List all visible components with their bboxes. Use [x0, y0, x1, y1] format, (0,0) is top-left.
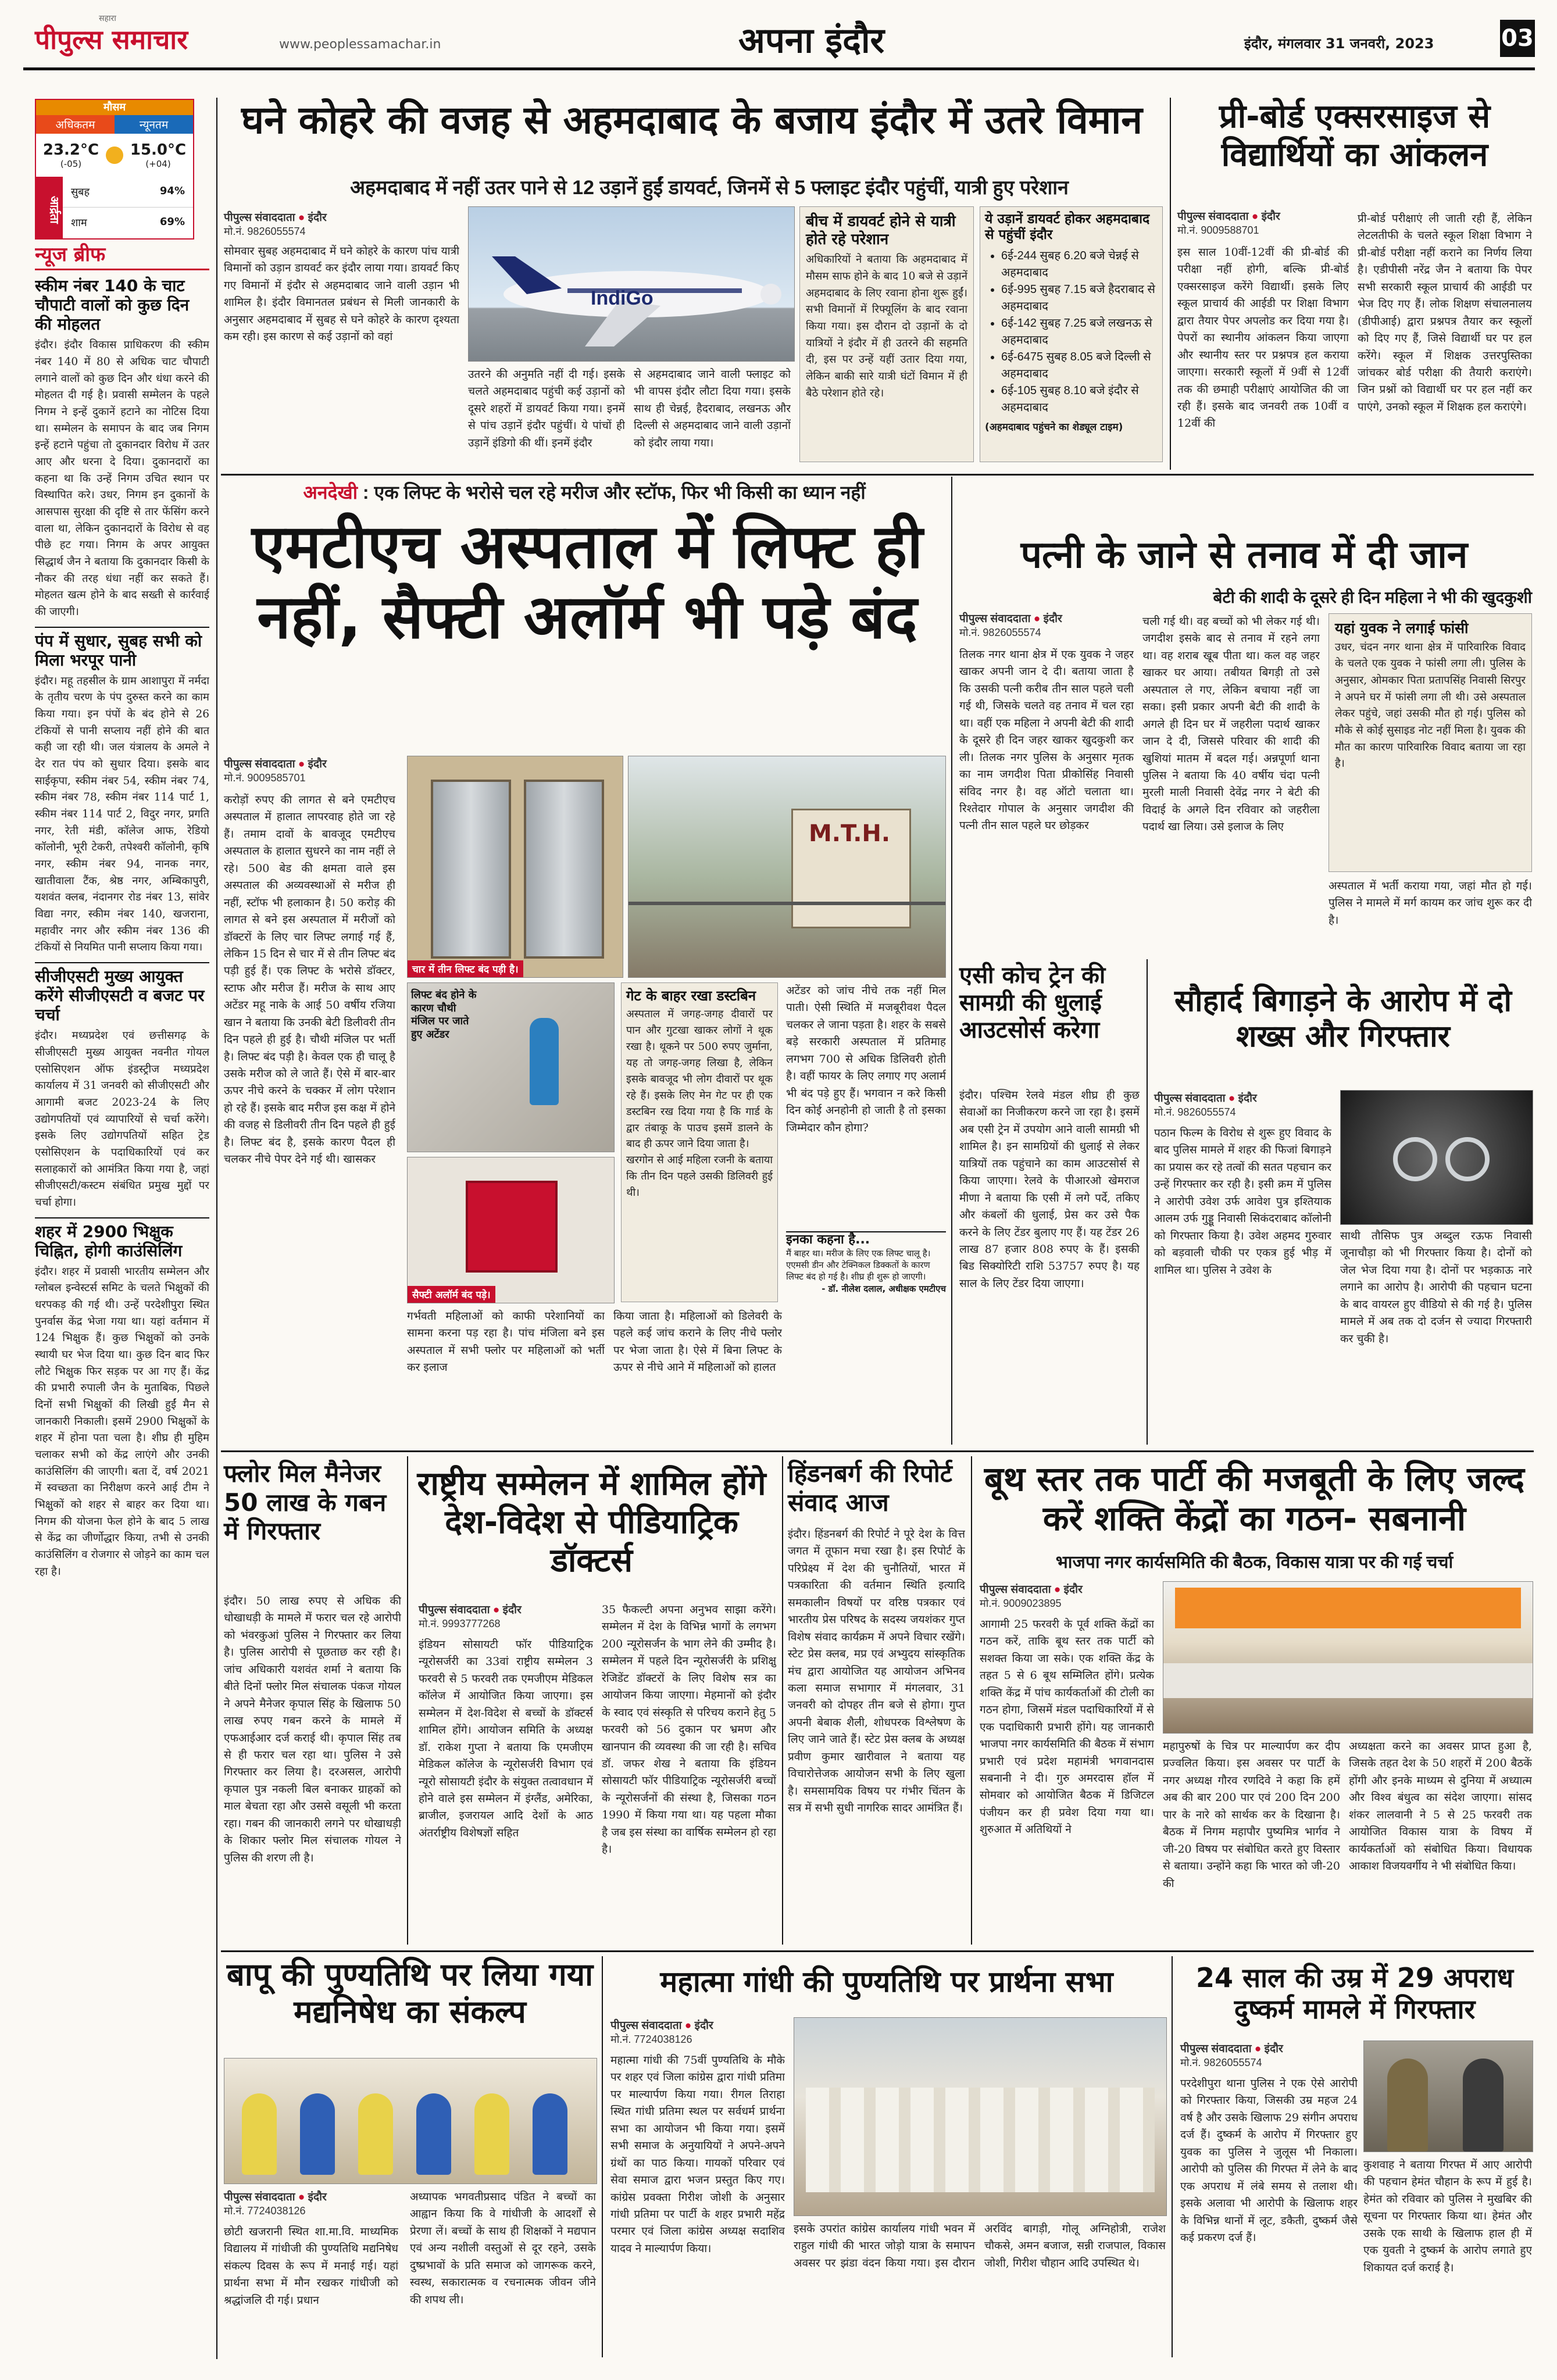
- weather-max-dev: (-05): [60, 159, 82, 169]
- logo-tagline: सहारा: [99, 14, 116, 23]
- quote-attribution: - डॉ. नीलेश दलाल, अधीक्षक एमटीएच: [822, 1283, 946, 1294]
- column-divider: [951, 477, 952, 1445]
- gandhi-text-2: इसके उपरांत कांग्रेस कार्यालय गांधी भवन में राहुल गांधी की भारत जोड़ो यात्रा के समापन अवसर पर झंडा वंदन किया गया। इस दौरान अरविंद बागड़ी, गोलू अग्निहोत्री, राजेश चौकसे, अमन बजाज, सन्नी राजपाल, विकास जोशी, गिरीश चौहान आदि उपस्थित थे।: [794, 2222, 1166, 2270]
- booth-text-3: अध्यक्षता करने का अवसर प्राप्त हुआ है, जिसके तहत देश के 50 शहरों में 200 बैठकें होंगी और इनके माध्यम से दुनिया में अध्यात्म और विश्व बंधुत्व का संदेश जाएगा। सांसद शंकर लालवानी ने 5 से 25 फरवरी तक आयोजित विकास यात्रा के विषय में कार्यकर्ताओं को संबोधित किया। विधायक आकाश विजयवर्गीय ने भी संबोधित किया।: [1349, 1740, 1532, 1873]
- preboard-text-2: प्री-बोर्ड परीक्षाएं ली जाती रही हैं, लेकिन लेटलतीफी के चलते स्कूल शिक्षा विभाग ने प्री-बोर्ड परीक्षा नहीं कराने का निर्णय लिया है। एडीपीसी नरेंद्र जैन ने बताया कि पेपर सभी सरकारी स्कूल प्राचार्य की आईडी पर भेज दिए गए हैं। लोक शिक्षण संचालनालय (डीपीआई) द्वारा प्रश्नपत्र तैयार कर स्कूलों को दिए गए हैं, जिसे विद्यार्थी घर पर हल करेंगे। स्कूल में शिक्षक उत्तरपुस्तिका जांचकर बोर्ड परीक्षा की तैयारी कराएंगे। जिन प्रश्नों को विद्यार्थी घर पर हल नहीं कर पाएंगे, उनको स्कूल में शिक्षक हल कराएंगे।: [1358, 212, 1532, 413]
- bapu-headline: बापू की पुण्यतिथि पर लिया गया मद्यनिषेध का संकल्प: [226, 1956, 594, 2030]
- hanging-headline: यहां युवक ने लगाई फांसी: [1335, 620, 1469, 637]
- booth-text-1: आगामी 25 फरवरी के पूर्व शक्ति केंद्रों का गठन करें, ताकि बूथ स्तर तक पार्टी को सशक्त किया जा सके। एक शक्ति केंद्र के तहत 5 से 6 बूथ सम्मिलित होंगे। प्रत्येक शक्ति केंद्र में पांच कार्यकर्ताओं की टोली का गठन होगा, जिसमें मंडल पदाधिकारियों में से एक पदाधिकारी प्रभारी होंगे। यह जानकारी भाजपा नगर कार्यसमिति की बैठक में संभाग प्रभारी एवं प्रदेश महामंत्री भगवानदास सबनानी ने दी। गुरु अमरदास हॉल में सोमवार को आयोजित बैठक में डिजिटल पंजीयन कर ही प्रवेश दिया गया था। शुरुआत में अतिथियों ने: [980, 1618, 1154, 1836]
- flight-item: • 6ई-6475 सुबह 8.05 बजे दिल्ली से अहमदाबाद: [1001, 349, 1158, 383]
- humidity-label: आर्द्रता: [36, 177, 63, 240]
- gandhi-byline: पीपुल्स संवाददाता: [610, 2020, 682, 2032]
- hind-text: इंदौर। हिंडनबर्ग की रिपोर्ट ने पूरे देश के वित्त जगत में तूफान मचा रखा है। इस रिपोर्ट के परिप्रेक्ष्य में देश की चुनौतियों, भारत में पत्रकारिता की वर्तमान स्थिति इत्यादि समकालीन विषयों पर वरिष्ठ पत्रकार एवं भारतीय प्रेस परिषद के सदस्य जयशंकर गुप्त विशेष संवाद कार्यक्रम में अपने विचार रखेंगे। स्टेट प्रेस क्लब, मप्र एवं अभ्युदय सांस्कृतिक मंच द्वारा आयोजित यह आयोजन अभिनव कला समाज सभागार में मंगलवार, 31 जनवरी को दोपहर तीन बजे से होगा। गुप्त अपनी बेबाक शैली, शोधपरक विश्लेषण के लिए जाने जाते हैं। स्टेट प्रेस क्लब के अध्यक्ष प्रवीण कुमार खारीवाल ने बताया यह विचारोत्तेजक आयोजन सभी के लिए खुला है। समसामयिक विषय पर गंभीर चिंतन के सत्र में सभी सुधी नागरिक सादर आमंत्रित हैं।: [788, 1528, 965, 1814]
- news-brief-column: [35, 243, 209, 2359]
- logo: [35, 21, 188, 57]
- mth-text-2: गर्भवती महिलाओं को काफी परेशानियों का सामना करना पड़ रहा है। पांच मंजिला बने इस अस्पताल में सभी फ्लोर पर महिलाओं को भर्ती कर इलाज: [407, 1310, 605, 1374]
- wife-mob: मो.नं. 9826055574: [959, 627, 1041, 638]
- pedia-text-1: इंडियन सोसायटी फॉर पीडियाट्रिक न्यूरोसर्जरी का 33वां राष्ट्रीय सम्मेलन 3 फरवरी से 5 फरवरी तक एमजीएम मेडिकल कॉलेज में आयोजित किया जाएगा। इस सम्मेलन में देश-विदेश से बच्चों के डॉक्टर्स शामिल होंगे। आयोजन समिति के अध्यक्ष डॉ. राकेश गुप्ता ने बताया कि एमजीएम मेडिकल कॉलेज के न्यूरोसर्जरी विभाग एवं न्यूरो सोसायटी इंदौर के संयुक्त तत्वावधान में होने वाले इस सम्मेलन में इंग्लैंड, अमेरिका, ब्राजील, इजरायल आदि देशों के आठ अंतर्राष्ट्रीय विशेषज्ञों सहित: [419, 1638, 593, 1839]
- column-divider: [407, 1456, 408, 1945]
- fog-text-3: से अहमदाबाद जाने वाली फ्लाइट को भी वापस इंदौर लौटा दिया गया। इसके साथ ही चेन्नई, हैदराबाद, लखनऊ और दिल्ली से अहमदाबाद जाने वाली उड़ानों को इंदौर लाया गया।: [634, 368, 791, 449]
- ac-headline: एसी कोच ट्रेन की सामग्री की धुलाई आउटसोर्स करेगा: [959, 962, 1106, 1044]
- wife-text-3: अस्पताल में भर्ती कराया गया, जहां मौत हो गई। पुलिस ने मामले में मर्ग कायम कर जांच शुरू कर दी है।: [1329, 880, 1532, 927]
- pedia-mob: मो.नं. 9993777268: [419, 1618, 501, 1629]
- issue-date: इंदौर, मंगलवार 31 जनवरी, 2023: [1244, 35, 1434, 52]
- booth-byline: पीपुल्स संवाददाता: [980, 1584, 1051, 1596]
- flight-item: • 6ई-244 सुबह 6.20 बजे चेन्नई से अहमदाबाद: [1001, 248, 1158, 281]
- mth-byline-block: पीपुल्स संवाददाता ● इंदौर मो.नं. 9009585701: [224, 756, 398, 785]
- brief-1-headline: स्कीम नंबर 140 के चाट चौपाटी वालों को कुछ दिन की मोहलत: [35, 276, 190, 334]
- wife-byline: पीपुल्स संवाददाता: [959, 613, 1031, 625]
- fog-box-text: अधिकारियों ने बताया कि अहमदाबाद में मौसम साफ होने के बाद 10 बजे से उड़ानें अहमदाबाद के लिए रवाना होना शुरू हुईं। सभी विमानों में रिफ्यूलिंग के बाद रवाना किया गया। इस दौरान दो उड़ानों के दो यात्रियों ने इंदौर में ही उतरने की सहमति दी, इस पर उन्हें यहीं उतार दिया गया, लेकिन बाकी सारे यात्री घंटों विमान में ही बैठे परेशान होते रहे।: [806, 253, 967, 399]
- weather-title: मौसम: [36, 100, 193, 115]
- rape-text-2: कुशवाह ने बताया गिरफ्त में आए आरोपी की पहचान हेमंत चौहान के रूप में हुई है। हेमंत को रविवार को पुलिस ने मुखबिर की सूचना पर गिरफ्तार किया था। हेमंत और उसके एक साथी के खिलाफ हाल ही में एक युवती ने दुष्कर्म के आरोप लगाते हुए शिकायत दर्ज कराई है।: [1363, 2159, 1532, 2274]
- brief-1-text: इंदौर। इंदौर विकास प्राधिकरण की स्कीम नंबर 140 में 80 से अधिक चाट चौपाटी लगाने वालों को कुछ दिन और धंधा करने की मोहलत दी गई है। प्रवासी सम्मेलन के पहले निगम ने इन्हें दुकानें हटाने का नोटिस दिया था। सम्मेलन के समापन के बाद जब निगम इन्हें हटाने पहुंचा तो दुकानदार विरोध में उतर आए और धरना दे दिया। दुकानदारों का कहना था कि उन्हें निगम उचित स्थान पर विस्थापित करे। उधर, निगम इन दुकानों के आसपास सुरक्षा की दृष्टि से तार फेंसिंग करने वाला था, लेकिन दुकानदारों के विरोध से वह पीछे हट गया। निगम के अपर आयुक्त सिद्धार्थ जैन ने बताया कि दुकानदार किसी के नौकर की तरह धंधा नहीं कर सकते हैं। मोहलत खत्म होने के बाद सख्ती से कार्रवाई की जाएगी।: [35, 339, 209, 618]
- rape-byline: पीपुल्स संवाददाता: [1180, 2043, 1252, 2055]
- hanging-text: उधर, चंदन नगर थाना क्षेत्र में पारिवारिक विवाद के चलते एक युवक ने फांसी लगा ली। पुलिस के अनुसार, ओमकार पिता प्रतापसिंह निवासी सिरपुर ने अपने घर में फांसी लगा ली थी। उसे अस्पताल लेकर पहुंचे, जहां उसकी मौत हो गई। पुलिस को मौके से कोई सुसाइड नोट नहीं मिला है। युवक की मौत का कारण पारिवारिक विवाद बताया जा रहा है।: [1335, 641, 1526, 770]
- mth-kicker-line: अनदेखी : एक लिफ्ट के भरोसे चल रहे मरीज और स्टॉफ, फिर भी किसी का ध्यान नहीं: [303, 482, 866, 503]
- weather-min: 15.0°C: [130, 141, 187, 159]
- flight-item: • 6ई-142 सुबह 7.25 बजे लखनऊ से अहमदाबाद: [1001, 315, 1158, 349]
- fog-text-2: उतरने की अनुमति नहीं दी गई। इसके चलते अहमदाबाद पहुंची कई उड़ानों को दूसरे शहरों में डायवर्ट किया गया। इनमें से पांच उड़ानें इंदौर पहुंचीं। ये पांचों ही उड़ानें इंडिगो की थीं। इनमें इंदौर: [468, 368, 625, 449]
- accused-photo: [1363, 2040, 1533, 2152]
- ac-text: इंदौर। पश्चिम रेलवे मंडल शीघ्र ही कुछ सेवाओं का निजीकरण करने जा रहा है। इसमें अब एसी ट्रेन में उपयोग आने वाली सामग्री भी शामिल है। इन सामग्रियों की धुलाई से लेकर यात्रियों तक पहुंचाने का काम आउटसोर्स से किया जाएगा। रेलवे के पीआरओ खेमराज मीणा ने बताया कि एसी में लगे पर्दे, तकिए और कंबलों की धुलाई, प्रेस कर उसे पैक करने के लिए टेंडर बुलाए गए हैं। यह टेंडर 26 लाख 87 हजार 808 रुपए के हैं। इसकी बिड सिक्योरिटी राशि 53757 रुपए है। यह साल के लिए टेंडर दिया जाएगा।: [959, 1089, 1140, 1290]
- gandhi-byline-block: पीपुल्स संवाददाता ● इंदौर मो.नं. 7724038126: [610, 2017, 785, 2046]
- logo-text: पीपुल्स समाचार: [35, 24, 188, 55]
- humidity-morning: 94%: [159, 185, 185, 197]
- mth-headline: एमटीएच अस्पताल में लिफ्ट ही नहीं, सैफ्टी अलॉर्म भी पड़े बंद: [251, 511, 923, 652]
- humidity-morning-label: सुबह: [71, 186, 90, 198]
- flight-item: • 6ई-105 सुबह 8.10 बजे इंदौर से अहमदाबाद: [1001, 383, 1158, 416]
- hospital-gate-photo: [628, 756, 946, 978]
- booth-mob: मो.नं. 9009023895: [980, 1598, 1062, 1609]
- wife-text-1: तिलक नगर थाना क्षेत्र में एक युवक ने जहर खाकर अपनी जान दे दी। बताया जाता है कि उसकी पत्नी करीब तीन साल पहले चली गई थी, जिसके चलते वह तनाव में चल रहा था। वहीं एक महिला ने अपनी बेटी की शादी के दूसरे ही दिन जहर खाकर खुदकुशी कर ली। तिलक नगर पुलिस के अनुसार मृतक का नाम जगदीश पिता प्रीकोसिंह निवासी संविद नगर है। वह ऑटो चलाता था। रिश्तेदार गोपाल के अनुसार जगदीश की पत्नी तीन साल पहले घर छोड़कर: [959, 648, 1134, 832]
- preboard-text-1: इस साल 10वीं-12वीं की प्री-बोर्ड की परीक्षा नहीं होगी, बल्कि प्री-बोर्ड एक्सरसाइज करेंगे विद्यार्थी। इसके लिए स्कूल प्राचार्य की आईडी पर शिक्षा विभाग द्वारा तैयार पेपर अपलोड कर दिया गया है। पेपरों का स्थानीय आंकलन किया जाएगा और स्थानीय स्तर पर प्रश्नपत्र हल कराया जाएगा। सरकारी स्कूलों में 9वीं से 12वीं तक की छमाही परीक्षाएं आयोजित की जा रही हैं। इसके बाद जनवरी तक 10वीं व 12वीं की: [1177, 246, 1349, 430]
- bapu-byline: पीपुल्स संवाददाता: [224, 2191, 295, 2203]
- sauhard-headline: सौहार्द बिगाड़ने के आरोप में दो शख्स और गिरफ्तार: [1174, 984, 1512, 1055]
- aircraft-illustration: [469, 207, 794, 361]
- wife-city: इंदौर: [1043, 613, 1062, 625]
- stairs-photo: [407, 982, 615, 1152]
- rape-headline: 24 साल की उम्र में 29 अपराध दुष्कर्म मामले में गिरफ्तार: [1195, 1962, 1514, 2025]
- booth-byline-block: पीपुल्स संवाददाता ● इंदौर मो.नं. 9009023895: [980, 1581, 1154, 1610]
- stairs-caption: लिफ्ट बंद होने के कारण चौथी मंजिल पर जाते हुए अटेंडर: [411, 989, 477, 1041]
- sauhard-byline: पीपुल्स संवाददाता: [1154, 1092, 1226, 1105]
- fog-text-1: सोमवार सुबह अहमदाबाद में घने कोहरे के कारण पांच यात्री विमानों को उड़ान डायवर्ट कर इंदौर लाया गया। डायवर्ट किए गए विमानों में इंदौर से अहमदाबाद जाने वाली उड़ान भी शामिल है। इंदौर विमानतल प्रबंधन से मिली जानकारी के अनुसार अहमदाबाद में सुबह से घने कोहरे के कारण दृश्यता कम रही। इस कारण से कई उड़ानों को वहां: [224, 245, 459, 344]
- prayer-meeting-photo: [794, 2017, 1167, 2216]
- gandhi-text-1: महात्मा गांधी की 75वीं पुण्यतिथि के मौके पर शहर एवं जिला कांग्रेस द्वारा गांधी प्रतिमा पर माल्यार्पण किया गया। रीगल तिराहा स्थित गांधी प्रतिमा स्थल पर सर्वधर्म प्रार्थना सभा का आयोजन भी किया गया। इसमें सभी समाज के अनुयायियों ने अपने-अपने ग्रंथों का पाठ किया। गायकों परिवार एवं सेवा समाज द्वारा भजन प्रस्तुत किए गए। कांग्रेस प्रवक्ता गिरीश जोशी के अनुसार गांधी प्रतिमा पर पार्टी के शहर प्रभारी महेंद्र परमार एवं जिला कांग्रेस अध्यक्ष सदाशिव यादव ने माल्यार्पण किया।: [610, 2054, 785, 2255]
- gandhi-mob: मो.नं. 7724038126: [610, 2034, 692, 2045]
- brief-4-text: इंदौर। शहर में प्रवासी भारतीय सम्मेलन और ग्लोबल इन्वेस्टर्स समिट के चलते भिक्षुकों की धरपकड़ की गई थी। उन्हें परदेशीपुरा स्थित पुनर्वास केंद्र भेजा गया था। यहां वर्तमान में 124 भिक्षुक हैं। कुछ भिक्षुकों को उनके स्थायी घर भेज दिया था। कुछ दिन बाद फिर लौटे भिक्षुक फिर सड़क पर आ गए हैं। केंद्र की प्रभारी रुपाली जैन के मुताबिक, पिछले दिनों सभी भिक्षुकों की लिखी हुईं मैन से जानकारी निकाली। इसमें 2900 भिक्षुकों के शहर में होना पता चला है। शीघ्र ही मुहिम चलाकर सभी को केंद्र लाएंगे और उनकी काउंसिलिंग की जाएगी। बता दें, वर्ष 2021 में स्वच्छता का निरीक्षण करने आई टीम ने भिक्षुकों को शहर से बाहर कर दिया था। निगम की योजना फेल होने के बाद 5 लाख से केंद्र का जीर्णोद्धार किया, तभी से उनकी काउंसिलिंग व रोजगार से जोड़ने का काम चल रहा है।: [35, 1265, 209, 1578]
- column-divider: [216, 98, 217, 2359]
- preboard-mob: मो.नं. 9009588701: [1177, 224, 1259, 236]
- sauhard-byline-block: पीपुल्स संवाददाता ● इंदौर मो.नं. 9826055574: [1154, 1090, 1329, 1119]
- rape-byline-block: पीपुल्स संवाददाता ● इंदौर मो.नं. 9826055574: [1180, 2040, 1355, 2070]
- sun-icon: [106, 146, 123, 164]
- mth-city: इंदौर: [308, 758, 327, 770]
- column-divider: [1147, 959, 1148, 1445]
- flight-list-note: (अहमदाबाद पहुंचने का शेड्यूल टाइम): [985, 421, 1123, 434]
- section-rule: [221, 1950, 1534, 1952]
- svg-text:IndiGo: IndiGo: [591, 287, 653, 309]
- weather-min-dev: (+04): [145, 159, 171, 169]
- fog-mob: मो.नं. 9826055574: [224, 226, 306, 237]
- flight-item: • 6ई-995 सुबह 7.15 बजे हैदराबाद से अहमदाबाद: [1001, 281, 1158, 315]
- alarm-photo: [407, 1157, 615, 1303]
- fog-byline: पीपुल्स संवाददाता: [224, 212, 295, 224]
- brief-3-headline: सीजीएसटी मुख्य आयुक्त करेंगे सीजीएसटी व बजट पर चर्चा: [35, 962, 209, 1024]
- gandhi-headline: महात्मा गांधी की पुण्यतिथि पर प्रार्थना सभा: [660, 1965, 1113, 1999]
- page-number: 03: [1500, 20, 1535, 57]
- section-rule: [221, 474, 1534, 476]
- gate-dustbin-text-2: खरगोन से आई महिला रजनी के बताया कि तीन दिन पहले उसकी डिलिवरी हुई थी।: [626, 1154, 773, 1199]
- gate-dustbin-headline: गेट के बाहर रखा डस्टबिन: [626, 988, 756, 1004]
- section-title: अपना इंदौर: [738, 20, 885, 61]
- rape-text-1: परदेशीपुरा थाना पुलिस ने एक ऐसे आरोपी को गिरफ्तार किया, जिसकी उम्र महज 24 वर्ष है और उसके खिलाफ 29 संगीन अपराध दर्ज हैं। दुष्कर्म के आरोप में गिरफ्तार हुए युवक का पुलिस ने जुलूस भी निकाला। आरोपी को पुलिस की गिरफ्त में लेने के बाद एक अपराध में लंबे समय से तलाश थी। इसके अलावा भी आरोपी के खिलाफ शहर के विभिन्न थानों में लूट, डकैती, दुष्कर्म जैसे कई प्रकरण दर्ज हैं।: [1180, 2077, 1358, 2244]
- fog-diverted-box: [799, 206, 974, 462]
- mth-kicker: अनदेखी: [303, 482, 358, 503]
- pedia-byline-block: पीपुल्स संवाददाता ● इंदौर मो.नं. 9993777268: [419, 1602, 593, 1631]
- gate-dustbin-text: अस्पताल में जगह-जगह दीवारों पर पान और गुटखा खाकर लोगों ने थूक रखा है। थूकने पर 500 रुपए जुर्माना, यह तो जगह-जगह लिखा है, लेकिन इसके बावजूद भी लोग दीवारों पर थूक रहे हैं। इसके लिए मेन गेट पर ही एक डस्टबिन रख दिया गया है कि गार्ड के द्वार तंबाकू के पाउच इसमें डालने के बाद ही ऊपर जाने दिया जाता है।: [626, 1008, 773, 1150]
- fog-byline-block: पीपुल्स संवाददाता ● इंदौर मो.नं. 9826055574: [224, 209, 468, 238]
- column-divider: [1172, 1956, 1173, 2357]
- column-divider: [782, 1456, 783, 1945]
- bjp-meeting-photo: [1163, 1581, 1533, 1734]
- flight-list-headline: ये उड़ानें डायवर्ट होकर अहमदाबाद से पहुंचीं इंदौर: [985, 212, 1150, 243]
- wife-text-2: चली गई थी। वह बच्चों को भी लेकर गई थी। जगदीश इसके बाद से तनाव में रहने लगा था। वह शराब खूब पीता था। कल वह जहर खाकर घर आया। तबीयत बिगड़ी तो उसे अस्पताल ले गए, लेकिन बचाया नहीं जा सका। इसी प्रकार अपनी बेटी की शादी के अगले ही दिन घर में जहरीला पदार्थ खाकर जान दे दी, जिससे परिवार की शादी की खुशियां मातम में बदल गई। अन्नपूर्णा थाना पुलिस ने बताया कि 40 वर्षीय चंदा पत्नी मुरली माली निवासी देवेंद्र नगर ने बेटी की विदाई के अगले दिन रविवार को जहरीला पदार्थ खा लिया। उसे इलाज के लिए: [1142, 615, 1320, 834]
- weather-max-label: अधिकतम: [36, 115, 115, 134]
- gate-dustbin-box: [621, 982, 778, 1302]
- column-divider: [971, 1456, 972, 1945]
- wife-byline-block: पीपुल्स संवाददाता ● इंदौर मो.नं. 9826055574: [959, 610, 1134, 639]
- bapu-byline-block: पीपुल्स संवाददाता ● इंदौर मो.नं. 7724038126: [224, 2189, 398, 2218]
- section-rule: [221, 1450, 1534, 1452]
- students-photo: [224, 2058, 597, 2184]
- pedia-text-2: 35 फैकल्टी अपना अनुभव साझा करेंगे। सम्मेलन में देश के विभिन्न भागों के लगभग 200 न्यूरोसर्जन के भाग लेने की उम्मीद है। सम्मेलन में पहले दिन न्यूरोसर्जरी के प्रशिक्षु रेजिडेंट डॉक्टरों के लिए विशेष सत्र का आयोजन किया जाएगा। मेहमानों को इंदौर के स्वाद एवं संस्कृति से परिचय कराने हेतु 5 फरवरी को 56 दुकान पर भ्रमण और खानपान की व्यवस्था की जा रही है। सचिव डॉ. जफर शेख ने बताया कि इंडियन सोसायटी फॉर पीडियाट्रिक न्यूरोसर्जरी बच्चों के न्यूरोसर्जनों की संस्था है, जिसका गठन 1990 में किया गया था। यह पहला मौका है जब इस संस्था का वार्षिक सम्मेलन हो रहा है।: [602, 1603, 776, 1856]
- sauhard-text-2: साथी तौसिफ पुत्र अब्दुल रऊफ निवासी जूनाचौड़ा को भी गिरफ्तार किया है। दोनों को जेल भेज दिया गया है। दोनों पर भड़काऊ नारे लगाने का आरोप है। आरोपी की पहचान घटना के बाद वायरल हुए वीडियो से की गई है। पुलिस मामले में अब तक दो दर्जन से ज्यादा गिरफ्तारी कर चुकी है।: [1340, 1230, 1532, 1345]
- fog-city: इंदौर: [308, 212, 327, 224]
- flour-headline: फ्लोर मिल मैनेजर 50 लाख के गबन में गिरफ्तार: [224, 1459, 387, 1546]
- weather-min-label: न्यूनतम: [115, 115, 193, 134]
- column-divider: [602, 1956, 603, 2357]
- column-divider: [1170, 98, 1171, 470]
- website[interactable]: www.peoplessamachar.in: [279, 37, 441, 52]
- aircraft-photo: [468, 206, 795, 362]
- sauhard-city: इंदौर: [1238, 1092, 1257, 1105]
- hind-headline: हिंडनबर्ग की रिपोर्ट संवाद आज: [788, 1459, 952, 1517]
- flour-text: इंदौर। 50 लाख रुपए से अधिक की धोखाधड़ी के मामले में फरार चल रहे आरोपी को भंवरकुआं पुलिस ने गिरफ्तार कर लिया है। पुलिस आरोपी से पूछताछ कर रही है। जांच अधिकारी यशवंत शर्मा ने बताया कि बीते दिनों फ्लोर मिल संचालक पंकज गोयल ने अपने मैनेजर कृपाल सिंह के खिलाफ 50 लाख रुपए गबन करने के मामले में एफआईआर दर्ज कराई थी। कृपाल सिंह तब से ही फरार चल रहा था। पुलिस ने उसे गिरफ्तार कर लिया है। दरअसल, आरोपी कृपाल पुत्र नकली बिल बनाकर ग्राहकों को माल बेचता रहा और उससे वसूली भी करता रहा। गबन की जानकारी लगने पर धोखाधड़ी के शिकार फ्लोर मिल संचालक गोयल ने पुलिस की शरण ली है।: [224, 1595, 401, 1864]
- humidity-evening-label: शाम: [71, 217, 87, 229]
- mth-byline: पीपुल्स संवाददाता: [224, 758, 295, 770]
- brief-2-text: इंदौर। महू तहसील के ग्राम आशापुरा में नर्मदा के तृतीय चरण के पंप दुरुस्त करने का काम किया गया। इन पंपों के बंद होने से 26 टंकियों से पानी सप्लाय नहीं होने की बात कही जा रही थी। जल यंत्रालय के अमले ने देर रात पंप को सुधार दिया। इसके बाद साईकृपा, स्कीम नंबर 54, स्कीम नंबर 74, स्कीम नंबर 78, स्कीम नंबर 114 पार्ट 1, स्कीम नंबर 114 पार्ट 2, विदुर नगर, प्रगति नगर, रेती मंडी, कॉलेज आफ, रेडियो कॉलोनी, भूरी टेकरी, तपेश्वरी कॉलोनी, कृषि नगर, स्कीम नंबर 94, नानक नगर, खातीवाला टैंक, श्रेष्ठ नगर, अम्बिकापुरी, यशवंत क्लब, नंदानगर रोड नंबर 13, सांवेर विद्या नगर, स्कीम नंबर 140, खजराना, महावीर नगर और स्कीम नंबर 136 की टंकियों से नियमित पानी सप्लाय किया गया।: [35, 674, 209, 954]
- booth-subheadline: भाजपा नगर कार्यसमिति की बैठक, विकास यात्रा पर की गई चर्चा: [1055, 1553, 1454, 1572]
- preboard-byline-block: पीपुल्स संवाददाता ● इंदौर मो.नं. 9009588701: [1177, 208, 1352, 237]
- quote-box: [786, 1231, 946, 1308]
- mth-text-4: अटेंडर को जांच नीचे तक नहीं मिल पाती। ऐसी स्थिति में मजबूरीवश पैदल चलकर ले जाना पड़ता है। शहर के सबसे बड़े सरकारी अस्पताल में प्रतिमाह लगभग 700 से अधिक डिलिवरी होती है। वहीं फायर के लिए लगाए गए अलार्म भी बंद पड़े हुए हैं। भगवान न करे किसी दिन कोई अनहोनी हो जाती है तो इसका जिम्मेदार कौन होगा?: [786, 984, 946, 1134]
- mth-kicker-rest: एक लिफ्ट के भरोसे चल रहे मरीज और स्टॉफ, फिर भी किसी का ध्यान नहीं: [374, 482, 866, 503]
- bapu-city: इंदौर: [308, 2191, 327, 2203]
- lift-photo: [407, 756, 623, 978]
- rape-mob: मो.नं. 9826055574: [1180, 2057, 1262, 2068]
- bapu-text-1: छोटी खजरानी स्थित शा.मा.वि. माध्यमिक विद्यालय में गांधीजी की पुण्यतिथि मद्यनिषेध संकल्प दिवस के रूप में मनाई गई। यहां प्रार्थना सभा में मौन रखकर गांधीजी को श्रद्धांजलि दी गई। प्रधान: [224, 2225, 398, 2307]
- humidity-evening: 69%: [159, 216, 185, 228]
- handcuff-photo: [1340, 1090, 1533, 1225]
- fog-headline: घने कोहरे की वजह से अहमदाबाद के बजाय इंदौर में उतरे विमान: [241, 98, 1142, 142]
- masthead: [23, 12, 1535, 70]
- brief-3-text: इंदौर। मध्यप्रदेश एवं छत्तीसगढ़ के सीजीएसटी मुख्य आयुक्त नवनीत गोयल एसोसिएशन ऑफ इंडस्ट्रीज मध्यप्रदेश कार्यालय में 31 जनवरी को सीजीएसटी और आगामी बजट 2023-24 के लिए उद्योगपतियों एवं व्यापारियों से चर्चा करेंगे। इसके लिए उद्योगपतियों सहित ट्रेड एसोसिएशन के पदाधिकारियों एवं कर सलाहकारों को आमंत्रित किया गया है, जहां सीजीएसटी/कस्टम संबंधित प्रमुख मुद्दों पर चर्चा होगा।: [35, 1030, 209, 1209]
- flight-list-box: [980, 206, 1163, 462]
- quote-text: मैं बाहर था। मरीज के लिए एक लिफ्ट चालू है। एएमसी डीन और टेक्निकल डिक्कतों के कारण लिफ्ट बंद हो गई है। शीघ्र ही शुरू हो जाएगी।: [786, 1248, 931, 1282]
- booth-city: इंदौर: [1063, 1584, 1083, 1596]
- mth-mob: मो.नं. 9009585701: [224, 772, 306, 784]
- fog-subheadline: अहमदाबाद में नहीं उतर पाने से 12 उड़ानें हुईं डायवर्ट, जिनमें से 5 फ्लाइट इंदौर पहुंचीं, यात्री हुए परेशान: [350, 177, 1069, 199]
- pedia-headline: राष्ट्रीय सम्मेलन में शामिल होंगे देश-विदेश से पीडियाट्रिक डॉक्टर्स: [417, 1465, 766, 1580]
- weather-max: 23.2°C: [42, 141, 99, 159]
- preboard-headline: प्री-बोर्ड एक्सरसाइज से विद्यार्थियों का आंकलन: [1219, 98, 1491, 174]
- weather-box: [35, 99, 194, 240]
- wife-subheadline: बेटी की शादी के दूसरे ही दिन महिला ने भी की खुदकुशी: [1213, 588, 1532, 606]
- quote-headline: इनका कहना है...: [786, 1232, 870, 1247]
- booth-headline: बूथ स्तर तक पार्टी की मजबूती के लिए जल्द करें शक्ति केंद्रों का गठन- सबनानी: [984, 1459, 1525, 1539]
- pedia-city: इंदौर: [502, 1604, 522, 1616]
- pedia-byline: पीपुल्स संवाददाता: [419, 1604, 490, 1616]
- sauhard-text-1: पठान फिल्म के विरोध से शुरू हुए विवाद के बाद पुलिस मामले में शहर की फिजां बिगाड़ने का प्रयास कर रहे तत्वों की सतत पहचान कर उन्हें गिरफ्तार कर रही है। इसी क्रम में पुलिस ने आरोपी उवेश उर्फ आवेश पुत्र इश्तियाक आलम उर्फ गुड्डू निवासी सिकंदराबाद कॉलोनी को गिरफ्तार किया है। उवेश अहमद गुरुवार को बड़वाली चौकी पर एकत्र हुई भीड़ में शामिल था। पुलिस ने उवेश के: [1154, 1127, 1331, 1277]
- bapu-mob: मो.नं. 7724038126: [224, 2205, 306, 2217]
- alarm-caption: सैफ्टी अलॉर्म बंद पड़े।: [408, 1286, 495, 1303]
- hospital-sign: M.T.H.: [809, 820, 891, 847]
- fog-box-headline: बीच में डायवर्ट होने से यात्री होते रहे परेशान: [806, 213, 956, 248]
- brief-4-headline: शहर में 2900 भिक्षुक चिह्नित, होगी काउंसिलिंग: [35, 1217, 209, 1260]
- booth-text-2: महापुरुषों के चित्र पर माल्यार्पण कर दीप प्रज्वलित किया। इस अवसर पर पार्टी के नगर अध्यक्ष गौरव रणदिवे ने कहा कि हमें अब की बार 200 पार एवं 200 दिन 200 पार के नारे को सार्थक कर के दिखाना है। बैठक में निगम महापौर पुष्यमित्र भार्गव ने जी-20 विषय पर संबोधित करते हुए विस्तार से बताया। उन्होंने कहा कि भारत को जी-20 की: [1163, 1740, 1340, 1890]
- preboard-city: इंदौर: [1261, 210, 1280, 223]
- sauhard-mob: मो.नं. 9826055574: [1154, 1106, 1236, 1118]
- mth-text-1: करोड़ों रुपए की लागत से बने एमटीएच अस्पताल में हालात लापरवाह होते जा रहे हैं। तमाम दावों के बावजूद एमटीएच अस्पताल के हालात सुधरने का नाम नहीं ले रहे। 500 बेड की क्षमता वाले इस अस्पताल की अव्यवस्थाओं से मरीज ही नहीं, स्टॉफ भी हलाकान है। 50 करोड़ की लागत से बने इस अस्पताल में मरीजों को डॉक्टरों के लिए चार लिफ्ट लगाई गई हैं, लेकिन 15 दिन से चार में से तीन लिफ्ट बंद पड़ी हुई हैं। एक लिफ्ट के भरोसे डॉक्टर, स्टाफ और मरीज हैं। मरीज के साथ आए अटेंडर महू नाके के आई 50 वर्षीय रजिया खान ने बताया कि उनकी बेटी डिलीवरी तीन दिन पहले ही हुई है। चौथी मंजिल पर भर्ती है। लिफ्ट बंद पड़ी है। केवल एक ही चालू है उसके मरीज को ले जाते हैं। ऐसे में बार-बार ऊपर नीचे करने के चक्कर में लोग परेशान हो रहे हैं। इसके बाद मरीज इस कक्ष में होने की वजह से डिलीवरी तीन दिन पहले ही हुई है। लिफ्ट बंद है, इसके कारण पैदल ही चलकर नीचे पेपर देने गई थी। खासकर: [224, 794, 395, 1166]
- news-brief-title: न्यूज ब्रीफ: [35, 243, 209, 270]
- gandhi-city: इंदौर: [694, 2020, 713, 2032]
- rape-city: इंदौर: [1264, 2043, 1283, 2055]
- bapu-text-2: अध्यापक भगवतीप्रसाद पंडित ने बच्चों का आह्वान किया कि वे गांधीजी के आदर्शों से प्रेरणा लें। बच्चों के साथ ही शिक्षकों ने मद्यपान एवं अन्य नशीली वस्तुओं से दूर रहने, उसके दुष्प्रभावों के प्रति समाज को जागरूक करने, स्वस्थ, सकारात्मक व रचनात्मक जीवन जीने की शपथ ली।: [410, 2190, 596, 2306]
- wife-headline: पत्नी के जाने से तनाव में दी जान: [1020, 534, 1468, 577]
- mth-text-3: किया जाता है। महिलाओं को डिलेवरी के पहले कई जांच कराने के लिए नीचे फ्लोर पर भेजा जाता है। ऐसे में बिना लिफ्ट के ऊपर से नीचे आने में महिलाओं को हालत: [613, 1310, 782, 1374]
- lift-caption: चार में तीन लिफ्ट बंद पड़ी है।: [408, 960, 523, 977]
- preboard-byline: पीपुल्स संवाददाता: [1177, 210, 1249, 223]
- brief-2-headline: पंप में सुधार, सुबह सभी को मिला भरपूर पानी: [35, 627, 209, 670]
- hanging-box: [1329, 613, 1532, 872]
- flight-list: [985, 248, 1158, 416]
